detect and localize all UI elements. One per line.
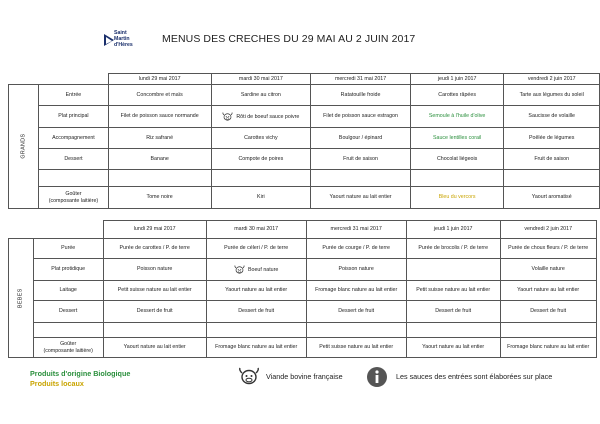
legend-local: Produits locaux [30,379,84,388]
page-title: MENUS DES CRECHES DU 29 MAI AU 2 JUIN 2017 [162,33,416,45]
menu-cell: Fromage blanc nature au lait entier [306,281,406,301]
menu-cell: Purée de carottes / P. de terre [103,239,206,259]
menu-cell: Fruit de saison [311,149,411,170]
menu-cell: Kiri [211,187,311,209]
bebes-day-header: vendredi 2 juin 2017 [500,221,596,239]
row-label-gouter: Goûter (composante laitière) [39,187,109,209]
row-label: Purée [33,239,103,259]
bebes-row-laitage [9,281,597,301]
row-label: Laitage [33,281,103,301]
menu-cell-beef: Rôti de boeuf sauce poivre [211,106,311,128]
row-label-gouter: Goûter (composante laitière) [33,338,103,358]
menu-cell: Volaille nature [500,259,596,281]
bebes-section-label: BEBES [9,239,34,358]
menu-cell: Saucisse de volaille [504,106,600,128]
row-label: Entrée [39,85,109,106]
menu-cell: Dessert de fruit [206,301,306,323]
info-icon [366,366,388,388]
menu-cell: Ratatouille froide [311,85,411,106]
menu-cell: Carottes râpées [410,85,503,106]
menu-cell: Poisson nature [306,259,406,281]
menu-cell [406,259,500,281]
menu-cell: Fruit de saison [504,149,600,170]
menu-cell: Purée de céleri / P. de terre [206,239,306,259]
bebes-menu-table [8,220,597,358]
row-label: Accompagnement [39,128,109,149]
city-logo-text: Saint Martin d'Hères [114,30,133,49]
grands-day-header: lundi 29 mai 2017 [108,74,211,85]
menu-cell: Yaourt nature au lait entier [406,338,500,358]
grands-row-plat-principal [9,106,600,128]
legend [0,364,600,404]
row-label: Plat protidique [33,259,103,281]
grands-row-dessert [9,149,600,170]
menu-cell: Dessert de fruit [306,301,406,323]
grands-section-label: GRANDS [9,85,39,209]
bebes-row-dessert [9,301,597,323]
menu-cell: Fromage blanc nature au lait entier [500,338,596,358]
grands-row-entree [9,85,600,106]
bebes-row-plat-protidique [9,259,597,281]
row-label: Dessert [33,301,103,323]
menu-cell: Petit suisse nature au lait entier [103,281,206,301]
grands-row-accompagnement [9,128,600,149]
bebes-row-gouter [9,338,597,358]
menu-cell: Tarte aux légumes du soleil [504,85,600,106]
legend-bio: Produits d'origine Biologique [30,369,131,378]
bebes-day-header: mercredi 31 mai 2017 [306,221,406,239]
grands-menu-table [8,73,600,209]
menu-cell: Filet de poisson sauce normande [108,106,211,128]
menu-cell: Poêlée de légumes [504,128,600,149]
grands-row-spacer [9,170,600,187]
menu-cell-bio: Sauce lentilles corail [410,128,503,149]
menu-cell: Purée de courge / P. de terre [306,239,406,259]
bebes-day-header-row [9,221,597,239]
legend-info: Les sauces des entrées sont élaborées sur place [396,372,553,381]
menu-cell-beef: Boeuf nature [206,259,306,281]
menu-cell: Filet de poisson sauce estragon [311,106,411,128]
city-logo [103,29,143,55]
menu-cell: Carottes vichy [211,128,311,149]
menu-cell: Banane [108,149,211,170]
legend-beef: Viande bovine française [266,372,343,381]
grands-row-gouter [9,187,600,209]
menu-cell: Dessert de fruit [500,301,596,323]
menu-cell: Dessert de fruit [406,301,500,323]
row-label: Plat principal [39,106,109,128]
grands-day-header-row [9,74,600,85]
menu-cell: Riz safrané [108,128,211,149]
menu-cell: Concombre et maïs [108,85,211,106]
menu-cell: Fromage blanc nature au lait entier [206,338,306,358]
menu-cell: Purée de brocolis / P. de terre [406,239,500,259]
cow-head-icon [234,265,245,274]
menu-cell-bio: Semoule à l'huile d'olive [410,106,503,128]
menu-cell: Petit suisse nature au lait entier [306,338,406,358]
menu-cell: Yaourt nature au lait entier [500,281,596,301]
menu-cell: Sardine au citron [211,85,311,106]
menu-cell-local: Bleu du vercors [410,187,503,209]
cow-head-icon [222,112,233,121]
bebes-day-header: mardi 30 mai 2017 [206,221,306,239]
bebes-day-header: jeudi 1 juin 2017 [406,221,500,239]
grands-day-header: vendredi 2 juin 2017 [504,74,600,85]
menu-cell: Purée de choux fleurs / P. de terre [500,239,596,259]
bebes-row-spacer [9,323,597,338]
menu-cell: Poisson nature [103,259,206,281]
grands-day-header: mercredi 31 mai 2017 [311,74,411,85]
row-label: Dessert [39,149,109,170]
grands-day-header: mardi 30 mai 2017 [211,74,311,85]
menu-cell: Boulgour / épinard [311,128,411,149]
menu-cell: Compote de poires [211,149,311,170]
menu-cell: Yaourt nature au lait entier [103,338,206,358]
menu-cell: Yaourt nature au lait entier [206,281,306,301]
menu-cell: Yaourt nature au lait entier [311,187,411,209]
bebes-row-puree [9,239,597,259]
cow-head-icon [238,367,260,385]
menu-cell: Petit suisse nature au lait entier [406,281,500,301]
bebes-day-header: lundi 29 mai 2017 [103,221,206,239]
menu-cell: Tome noire [108,187,211,209]
menu-cell: Chocolat liégeois [410,149,503,170]
grands-day-header: jeudi 1 juin 2017 [410,74,503,85]
menu-cell: Dessert de fruit [103,301,206,323]
menu-cell: Yaourt aromatisé [504,187,600,209]
